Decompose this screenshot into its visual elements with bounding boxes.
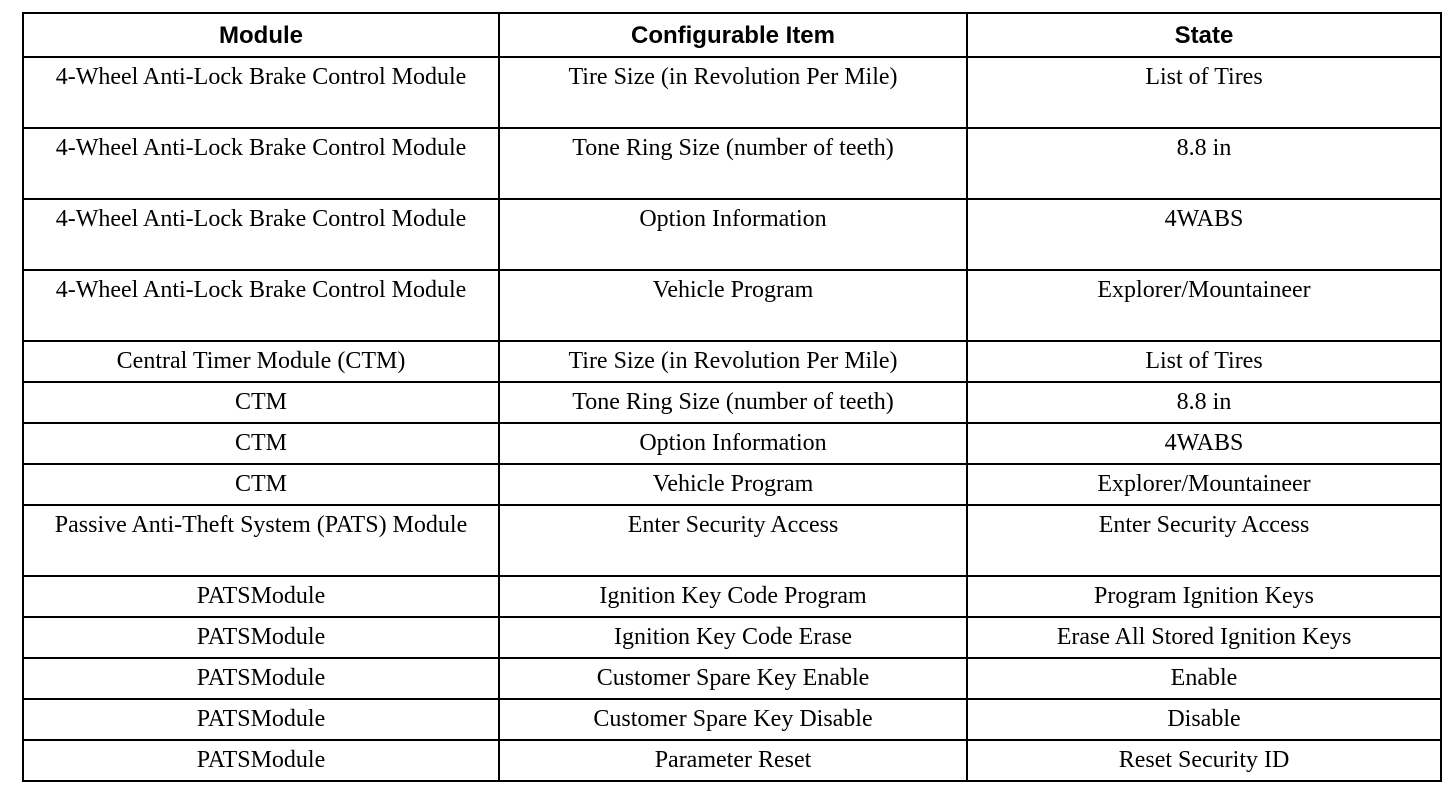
cell-configurable-item: Enter Security Access [499,505,967,576]
cell-state: 4WABS [967,199,1441,270]
cell-configurable-item: Ignition Key Code Erase [499,617,967,658]
cell-module: PATSModule [23,658,499,699]
cell-module: CTM [23,423,499,464]
cell-state: Reset Security ID [967,740,1441,781]
cell-module: Central Timer Module (CTM) [23,341,499,382]
cell-configurable-item: Vehicle Program [499,270,967,341]
cell-configurable-item: Customer Spare Key Enable [499,658,967,699]
cell-module: PATSModule [23,740,499,781]
cell-module: CTM [23,382,499,423]
header-module: Module [23,13,499,57]
table-row [23,270,1441,341]
cell-module: 4-Wheel Anti-Lock Brake Control Module [23,128,499,199]
cell-state: 4WABS [967,423,1441,464]
cell-module: Passive Anti-Theft System (PATS) Module [23,505,499,576]
cell-state: Explorer/Mountaineer [967,464,1441,505]
cell-state: List of Tires [967,57,1441,128]
table-row [23,505,1441,576]
cell-module: CTM [23,464,499,505]
cell-module: 4-Wheel Anti-Lock Brake Control Module [23,199,499,270]
table-row [23,658,1441,699]
table-row [23,464,1441,505]
header-state: State [967,13,1441,57]
cell-configurable-item: Tone Ring Size (number of teeth) [499,128,967,199]
cell-state: Program Ignition Keys [967,576,1441,617]
cell-state: Explorer/Mountaineer [967,270,1441,341]
table-row [23,128,1441,199]
table-row [23,382,1441,423]
cell-configurable-item: Option Information [499,423,967,464]
cell-module: 4-Wheel Anti-Lock Brake Control Module [23,57,499,128]
cell-configurable-item: Parameter Reset [499,740,967,781]
cell-configurable-item: Customer Spare Key Disable [499,699,967,740]
cell-state: Disable [967,699,1441,740]
table-row [23,699,1441,740]
configuration-table [22,12,1442,782]
table-row [23,423,1441,464]
cell-module: PATSModule [23,617,499,658]
cell-configurable-item: Option Information [499,199,967,270]
cell-state: 8.8 in [967,382,1441,423]
cell-state: List of Tires [967,341,1441,382]
cell-module: PATSModule [23,576,499,617]
cell-configurable-item: Tire Size (in Revolution Per Mile) [499,341,967,382]
table-row [23,617,1441,658]
cell-configurable-item: Vehicle Program [499,464,967,505]
cell-module: 4-Wheel Anti-Lock Brake Control Module [23,270,499,341]
cell-module: PATSModule [23,699,499,740]
table-row [23,341,1441,382]
cell-state: Erase All Stored Ignition Keys [967,617,1441,658]
header-configurable-item: Configurable Item [499,13,967,57]
cell-state: Enable [967,658,1441,699]
header-row [23,13,1441,57]
table-row [23,740,1441,781]
cell-state: Enter Security Access [967,505,1441,576]
table-row [23,57,1441,128]
table-row [23,199,1441,270]
cell-configurable-item: Tire Size (in Revolution Per Mile) [499,57,967,128]
cell-state: 8.8 in [967,128,1441,199]
cell-configurable-item: Ignition Key Code Program [499,576,967,617]
cell-configurable-item: Tone Ring Size (number of teeth) [499,382,967,423]
table-row [23,576,1441,617]
